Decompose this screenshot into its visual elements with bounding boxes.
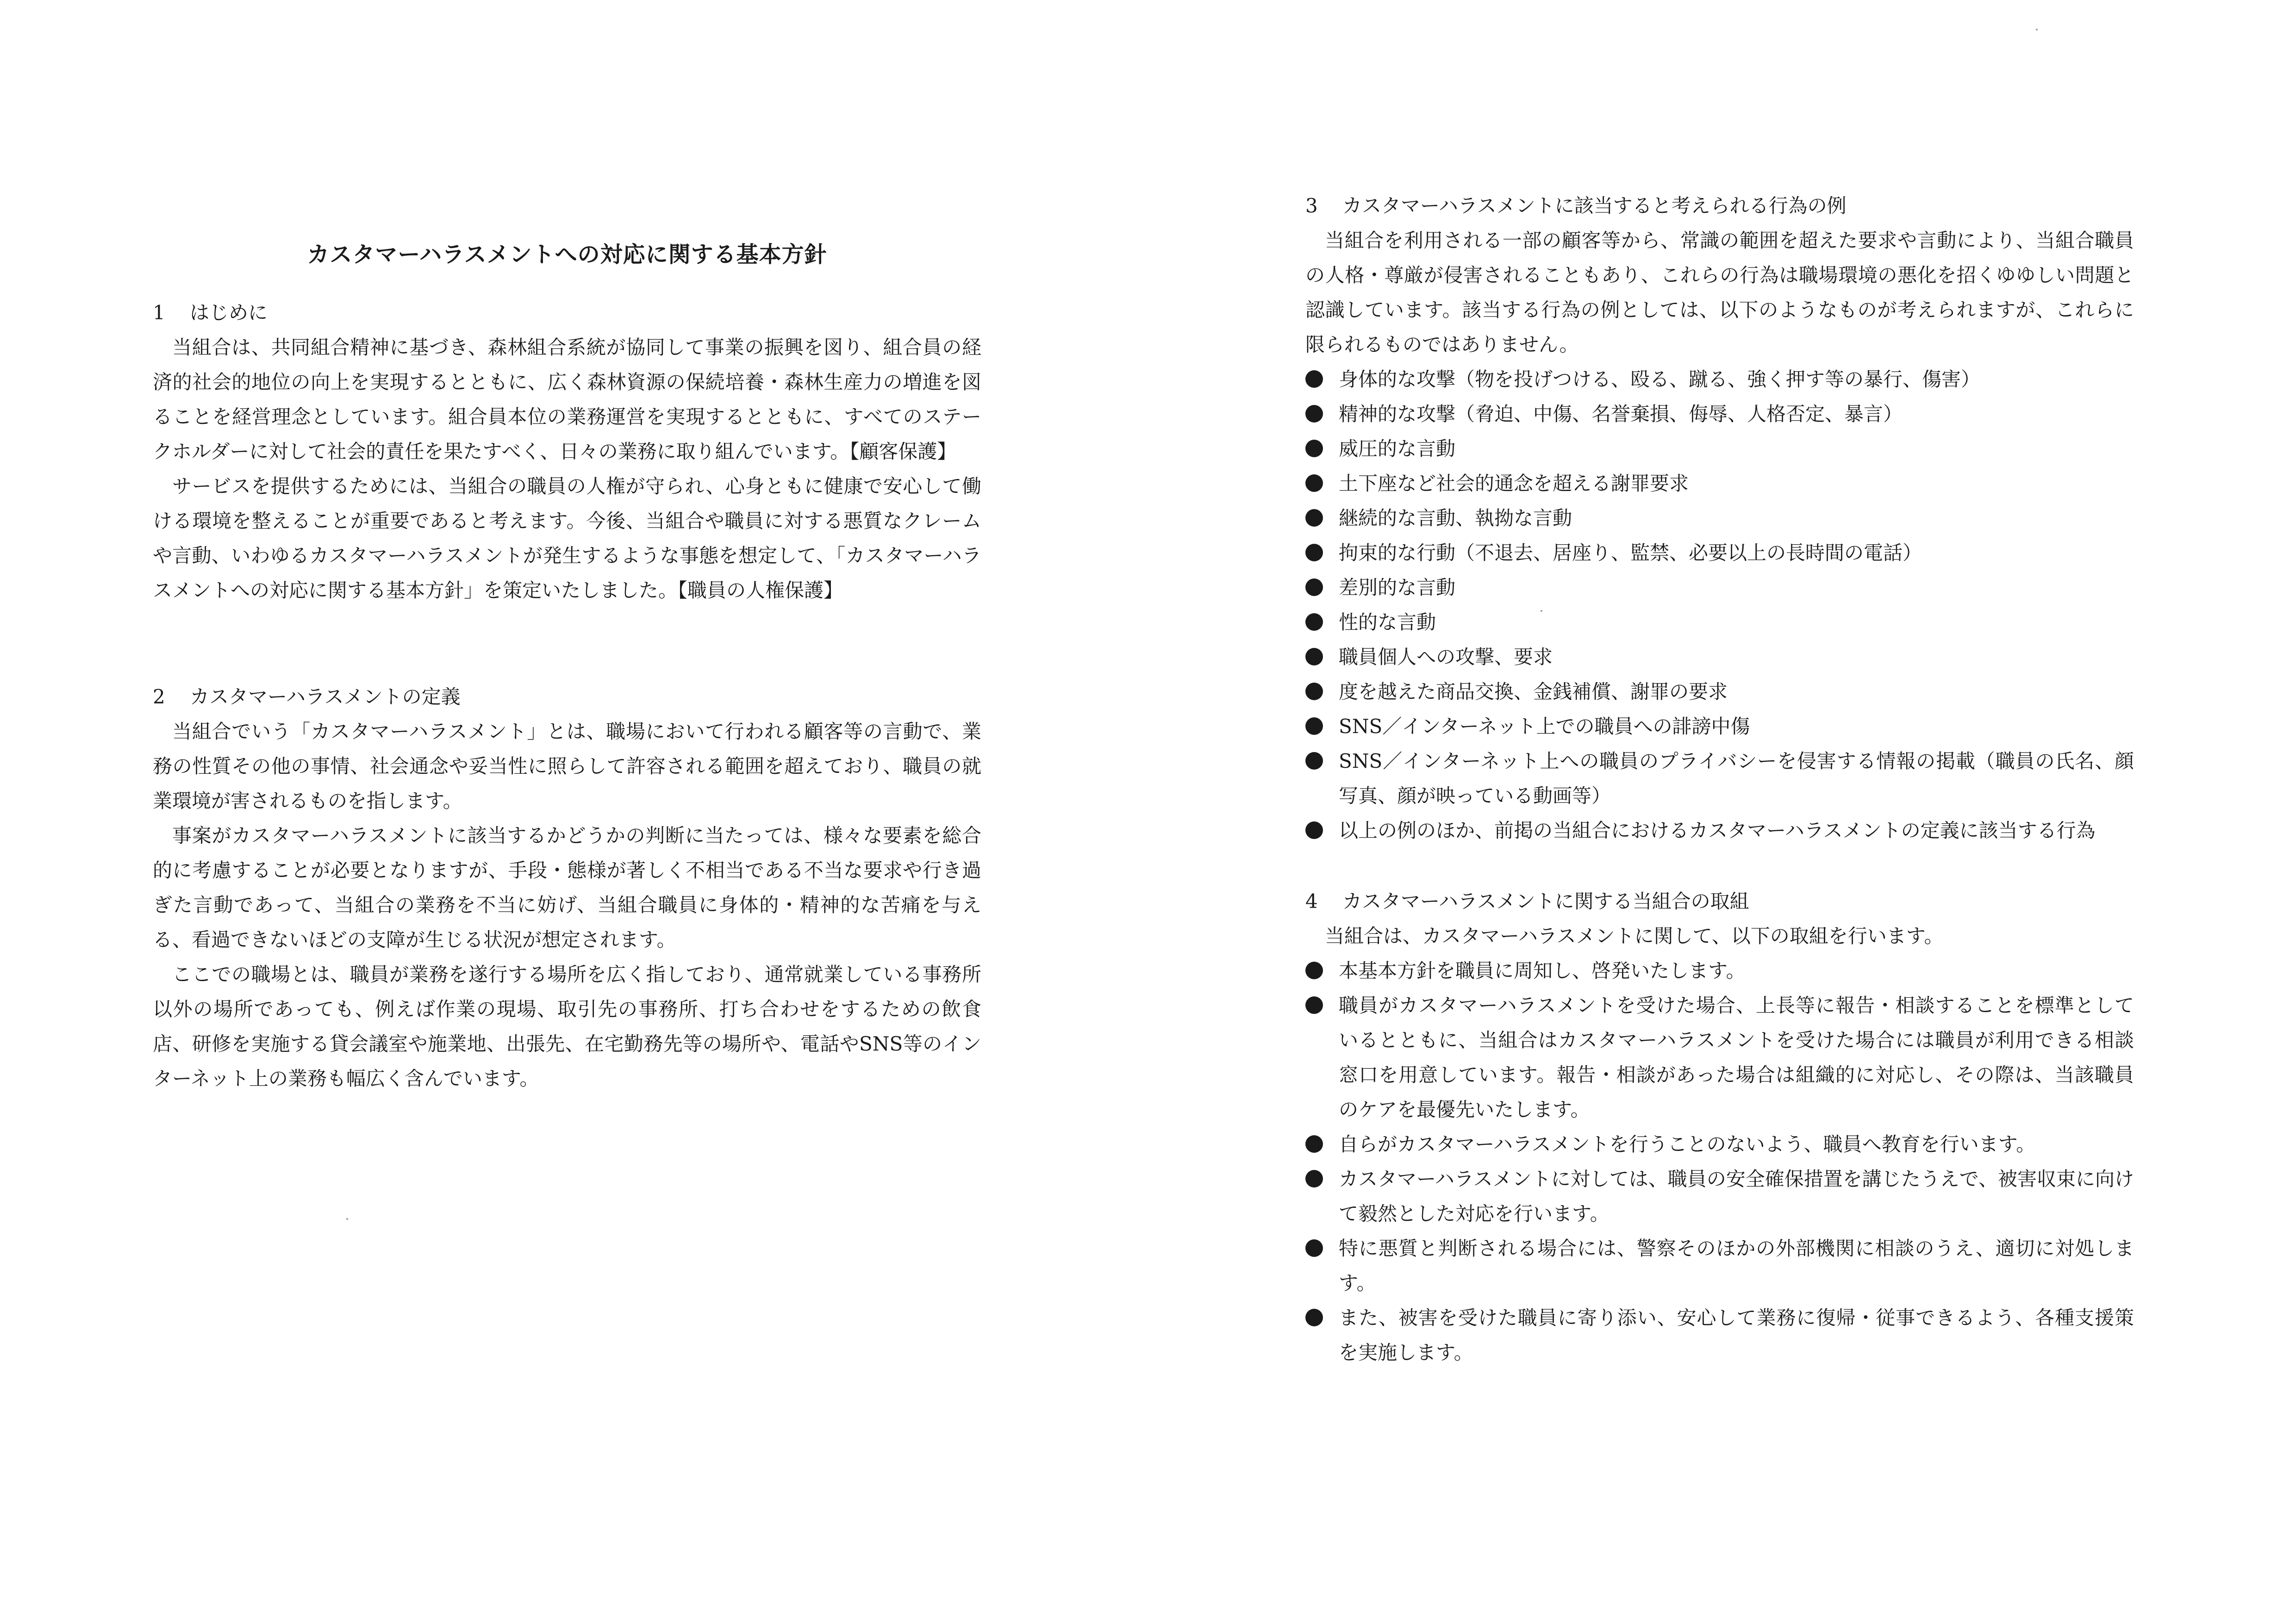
section-number: 4 [1305, 890, 1318, 913]
section-title: カスタマーハラスメントに関する当組合の取組 [1342, 890, 1749, 913]
section-definition [153, 679, 981, 1096]
list-item: 以上の例のほか、前掲の当組合におけるカスタマーハラスメントの定義に該当する行為 [1305, 813, 2134, 848]
list-item: 度を越えた商品交換、金銭補償、謝罪の要求 [1305, 674, 2134, 709]
document-title: カスタマーハラスメントへの対応に関する基本方針 [307, 242, 827, 268]
list-item: 威圧的な言動 [1305, 431, 2134, 466]
examples-list [1305, 362, 2134, 848]
section-heading [153, 679, 981, 714]
section-number: 3 [1305, 194, 1318, 217]
paragraph: 当組合は、共同組合精神に基づき、森林組合系統が協同して事業の振興を図り、組合員の経済的社会的地位の向上を実現するとともに、広く森林資源の保続培養・森林生産力の増進を図ることを経営理念としています。組合員本位の業務運営を実現するとともに、すべてのステークホルダーに対して社会的責任を果たすべく、日々の業務に取り組んでいます。【顧客保護】 [153, 336, 981, 463]
paragraph: サービスを提供するためには、当組合の職員の人権が守られ、心身ともに健康で安心して働ける環境を整えることが重要であると考えます。今後、当組合や職員に対する悪質なクレームや言動、いわゆるカスタマーハラスメントが発生するような事態を想定して、「カスタマーハラスメントへの対応に関する基本方針」を策定いたしました。【職員の人権保護】 [153, 475, 981, 602]
list-item: 本基本方針を職員に周知し、啓発いたします。 [1305, 953, 2134, 988]
scan-speck [2036, 29, 2038, 31]
list-item: 職員がカスタマーハラスメントを受けた場合、上長等に報告・相談することを標準としているとともに、当組合はカスタマーハラスメントを受けた場合には職員が利用できる相談窓口を用意しています。報告・相談があった場合は組織的に対応し、その際は、当該職員のケアを最優先いたします。 [1305, 988, 2134, 1127]
section-number: 2 [153, 685, 165, 708]
initiatives-list [1305, 953, 2134, 1370]
list-item: 身体的な攻撃（物を投げつける、殴る、蹴る、強く押す等の暴行、傷害） [1305, 362, 2134, 397]
section-heading [1305, 188, 2134, 223]
section-number: 1 [153, 301, 165, 324]
section-title: はじめに [190, 301, 268, 324]
paragraph: 当組合は、カスタマーハラスメントに関して、以下の取組を行います。 [1325, 925, 1944, 947]
list-item: 性的な言動 [1305, 605, 2134, 640]
list-item: 自らがカスタマーハラスメントを行うことのないよう、職員へ教育を行います。 [1305, 1127, 2134, 1162]
list-item: SNS／インターネット上での職員への誹謗中傷 [1305, 709, 2134, 744]
section-title: カスタマーハラスメントの定義 [190, 685, 461, 708]
section-title: カスタマーハラスメントに該当すると考えられる行為の例 [1342, 194, 1847, 217]
section-introduction [153, 295, 981, 608]
list-item: カスタマーハラスメントに対しては、職員の安全確保措置を講じたうえで、被害収束に向けて毅然とした対応を行います。 [1305, 1162, 2134, 1231]
list-item: また、被害を受けた職員に寄り添い、安心して業務に復帰・従事できるよう、各種支援策を実施します。 [1305, 1300, 2134, 1370]
section-examples [1305, 188, 2134, 848]
list-item: 拘束的な行動（不退去、居座り、監禁、必要以上の長時間の電話） [1305, 535, 2134, 570]
section-heading [1305, 884, 2134, 919]
list-item: 特に悪質と判断される場合には、警察そのほかの外部機関に相談のうえ、適切に対処します。 [1305, 1231, 2134, 1300]
paragraph: 当組合でいう「カスタマーハラスメント」とは、職場において行われる顧客等の言動で、業務の性質その他の事情、社会通念や妥当性に照らして許容される範囲を超えており、職員の就業環境が害されるものを指します。 [153, 720, 981, 812]
section-initiatives [1305, 884, 2134, 1370]
list-item: SNS／インターネット上への職員のプライバシーを侵害する情報の掲載（職員の氏名、顔写真、顔が映っている動画等） [1305, 744, 2134, 813]
list-item: 差別的な言動 [1305, 570, 2134, 605]
paragraph: 事案がカスタマーハラスメントに該当するかどうかの判断に当たっては、様々な要素を総合的に考慮することが必要となりますが、手段・態様が著しく不相当である不当な要求や行き過ぎた言動であって、当組合の業務を不当に妨げ、当組合職員に身体的・精神的な苦痛を与える、看過できないほどの支障が生じる状況が想定されます。 [153, 824, 981, 951]
list-item: 継続的な言動、執拗な言動 [1305, 501, 2134, 535]
list-item: 職員個人への攻撃、要求 [1305, 640, 2134, 674]
scan-speck [346, 1218, 348, 1220]
list-item: 精神的な攻撃（脅迫、中傷、名誉棄損、侮辱、人格否定、暴言） [1305, 397, 2134, 431]
scan-speck [1541, 610, 1542, 612]
list-item: 土下座など社会的通念を超える謝罪要求 [1305, 466, 2134, 501]
paragraph: 当組合を利用される一部の顧客等から、常識の範囲を超えた要求や言動により、当組合職員の人格・尊厳が侵害されることもあり、これらの行為は職場環境の悪化を招くゆゆしい問題と認識しています。該当する行為の例としては、以下のようなものが考えられますが、これらに限られるものではありません。 [1305, 229, 2134, 356]
section-heading [153, 295, 981, 330]
paragraph: ここでの職場とは、職員が業務を遂行する場所を広く指しており、通常就業している事務所以外の場所であっても、例えば作業の現場、取引先の事務所、打ち合わせをするための飲食店、研修を実施する貸会議室や施業地、出張先、在宅勤務先等の場所や、電話やSNS等のインターネット上の業務も幅広く含んでいます。 [153, 963, 981, 1090]
